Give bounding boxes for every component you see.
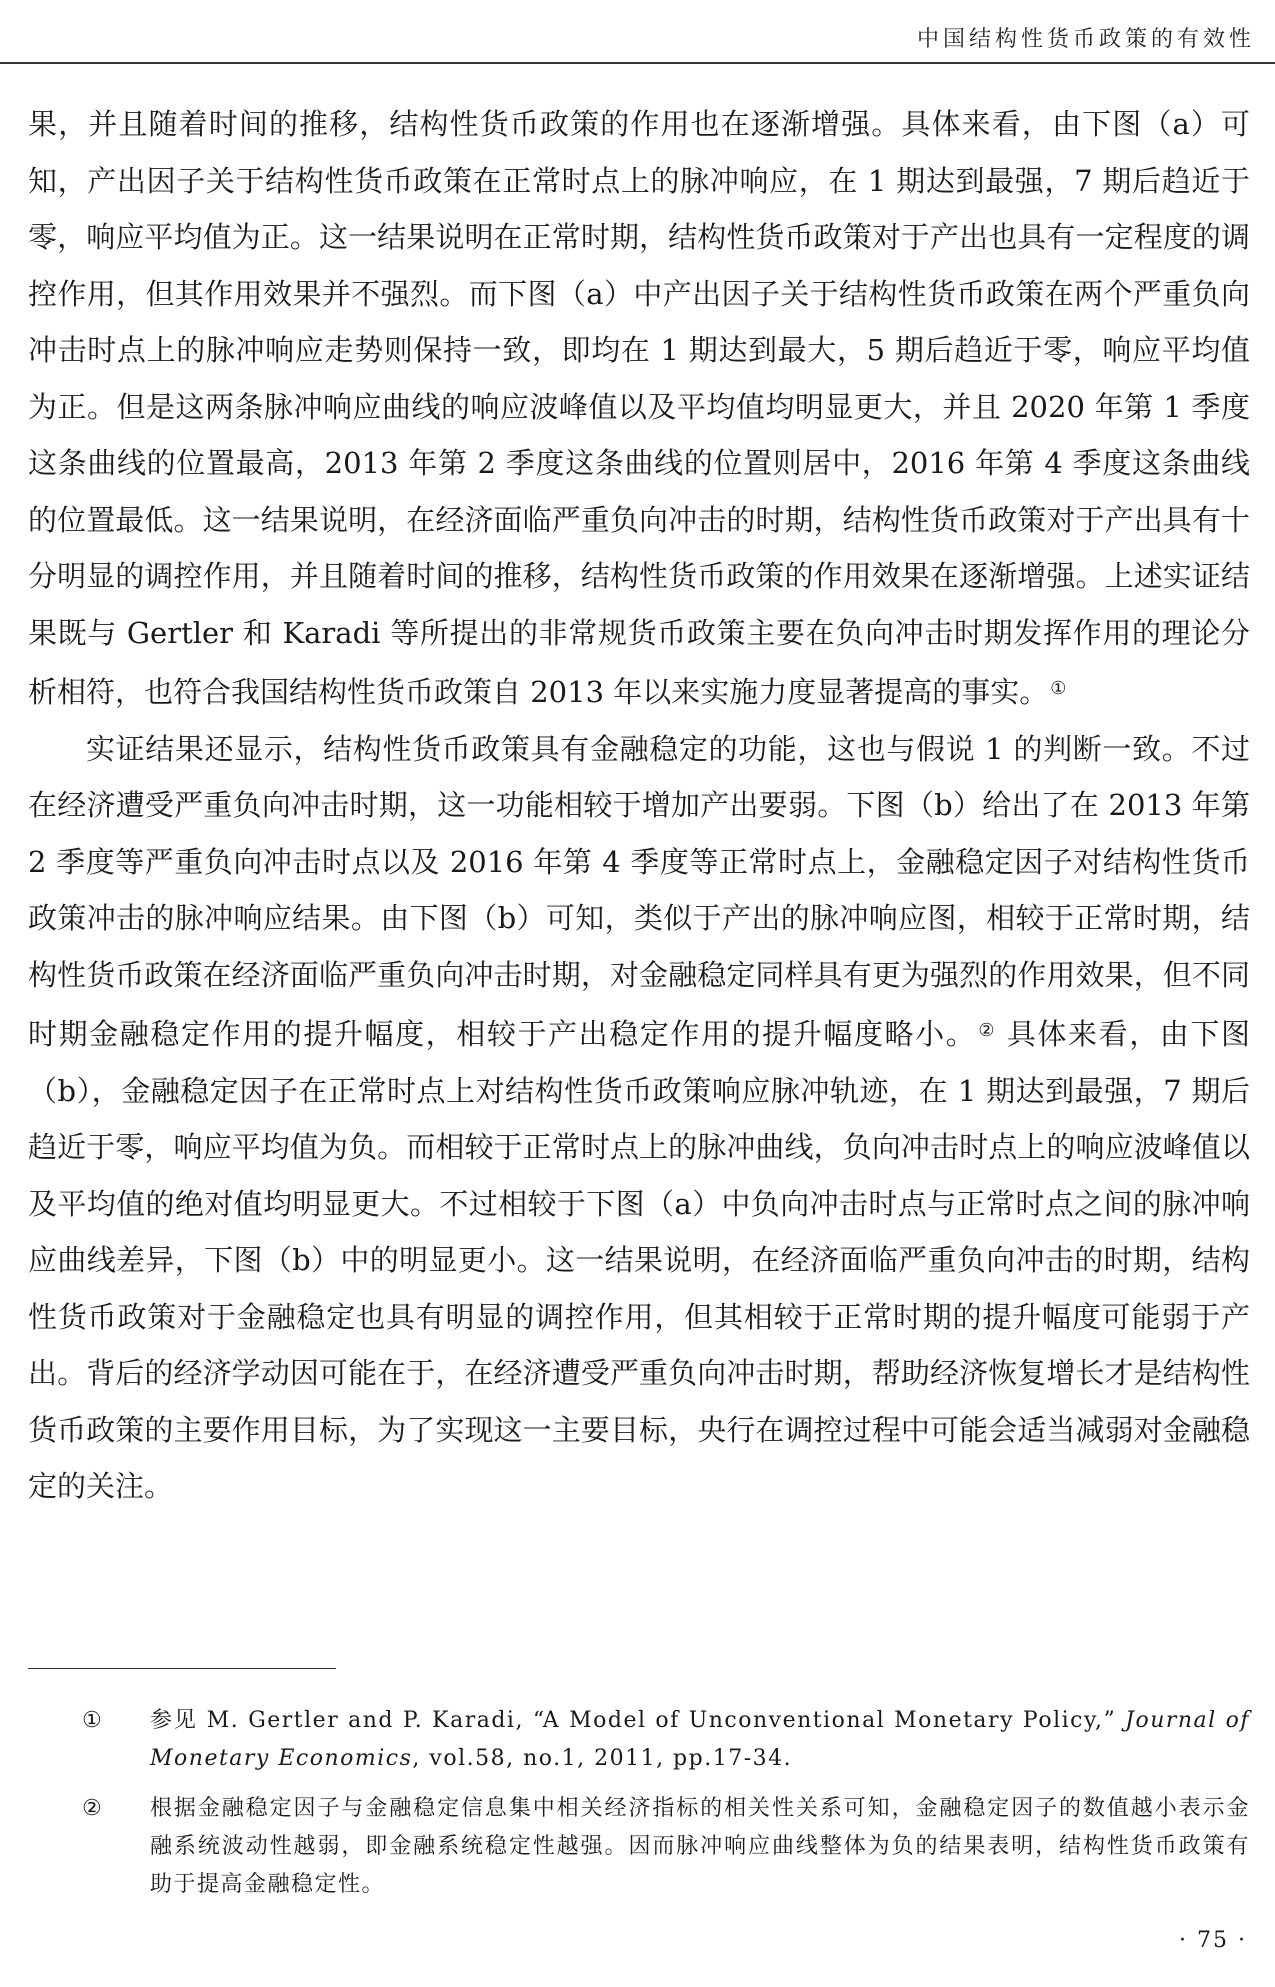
footnote-1-pages: , vol.58, no.1, 2011, pp.17-34. [412,1746,793,1771]
paragraph-2 [28,721,1250,1515]
page-number: · 75 · [1179,1928,1247,1953]
running-head: 中国结构性货币政策的有效性 [916,27,1255,52]
footnote-1 [82,1702,1250,1778]
footnote-1-number: ① [82,1708,102,1733]
footnote-2-text: 根据金融稳定因子与金融稳定信息集中相关经济指标的相关性关系可知，金融稳定因子的数值越小表示金融系统波动性越弱，即金融系统稳定性越强。因而脉冲响应曲线整体为负的结果表明，结构性货币政策有助于提高金融稳定性。 [150,1796,1250,1897]
footnote-rule [28,1668,336,1669]
paragraph-1-text: 果，并且随着时间的推移，结构性货币政策的作用也在逐渐增强。具体来看，由下图（a）可知，产出因子关于结构性货币政策在正常时点上的脉冲响应，在 1 期达到最强，7 期后趋近于零，响应平均值为正。这一结果说明在正常时期，结构性货币政策对于产出也具有一定程度的调控作用，但其作用效果并不强烈。而下图（a）中产出因子关于结构性货币政策在两个严重负向冲击时点上的脉冲响应走势则保持一致，即均在 1 期达到最大，5 期后趋近于零，响应平均值为正。但是这两条脉冲响应曲线的响应波峰值以及平均值均明显更大，并且 2020 年第 1 季度这条曲线的位置最高，2013 年第 2 季度这条曲线的位置则居中，2016 年第 4 季度这条曲线的位置最低。这一结果说明，在经济面临严重负向冲击的时期，结构性货币政策对于产出具有十分明显的调控作用，并且随着时间的推移，结构性货币政策的作用效果在逐渐增强。上述实证结果既与 Gertler 和 Karadi 等所提出的非常规货币政策主要在负向冲击时期发挥作用的理论分析相符，也符合我国结构性货币政策自 2013 年以来实施力度显著提高的事实。 [28,107,1250,709]
footnote-ref-2[interactable]: ② [978,1020,997,1041]
footnote-2 [82,1790,1250,1904]
header-rule [0,62,1275,64]
footnote-1-journal: Journal of Monetary Economics [150,1708,1250,1771]
footnotes [82,1702,1250,1916]
body-text [28,96,1250,1515]
paragraph-2-text-b: 具体来看，由下图（b），金融稳定因子在正常时点上对结构性货币政策响应脉冲轨迹，在 1 期达到最强，7 期后趋近于零，响应平均值为负。而相较于正常时点上的脉冲曲线，负向冲击时点上的响应波峰值以及平均值的绝对值均明显更大。不过相较于下图（a）中负向冲击时点与正常时点之间的脉冲响应曲线差异，下图（b）中的明显更小。这一结果说明，在经济面临严重负向冲击的时期，结构性货币政策对于金融稳定也具有明显的调控作用，但其相较于正常时期的提升幅度可能弱于产出。背后的经济学动因可能在于，在经济遭受严重负向冲击时期，帮助经济恢复增长才是结构性货币政策的主要作用目标，为了实现这一主要目标，央行在调控过程中可能会适当减弱对金融稳定的关注。 [28,1017,1250,1503]
footnote-ref-1[interactable]: ① [1050,678,1067,699]
footnote-1-citation: 参见 M. Gertler and P. Karadi, “A Model of Unconventional Monetary Policy,” [150,1708,1126,1733]
paragraph-2-text-a: 实证结果还显示，结构性货币政策具有金融稳定的功能，这也与假说 1 的判断一致。不过在经济遭受严重负向冲击时期，这一功能相较于增加产出要弱。下图（b）给出了在 2013 年第 2 季度等严重负向冲击时点以及 2016 年第 4 季度等正常时点上，金融稳定因子对结构性货币政策冲击的脉冲响应结果。由下图（b）可知，类似于产出的脉冲响应图，相较于正常时期，结构性货币政策在经济面临严重负向冲击时期，对金融稳定同样具有更为强烈的作用效果，但不同时期金融稳定作用的提升幅度，相较于产出稳定作用的提升幅度略小。 [28,731,1250,1051]
footnote-1-text [150,1702,1250,1778]
footnote-2-number: ② [82,1796,102,1821]
paragraph-1 [28,96,1250,721]
